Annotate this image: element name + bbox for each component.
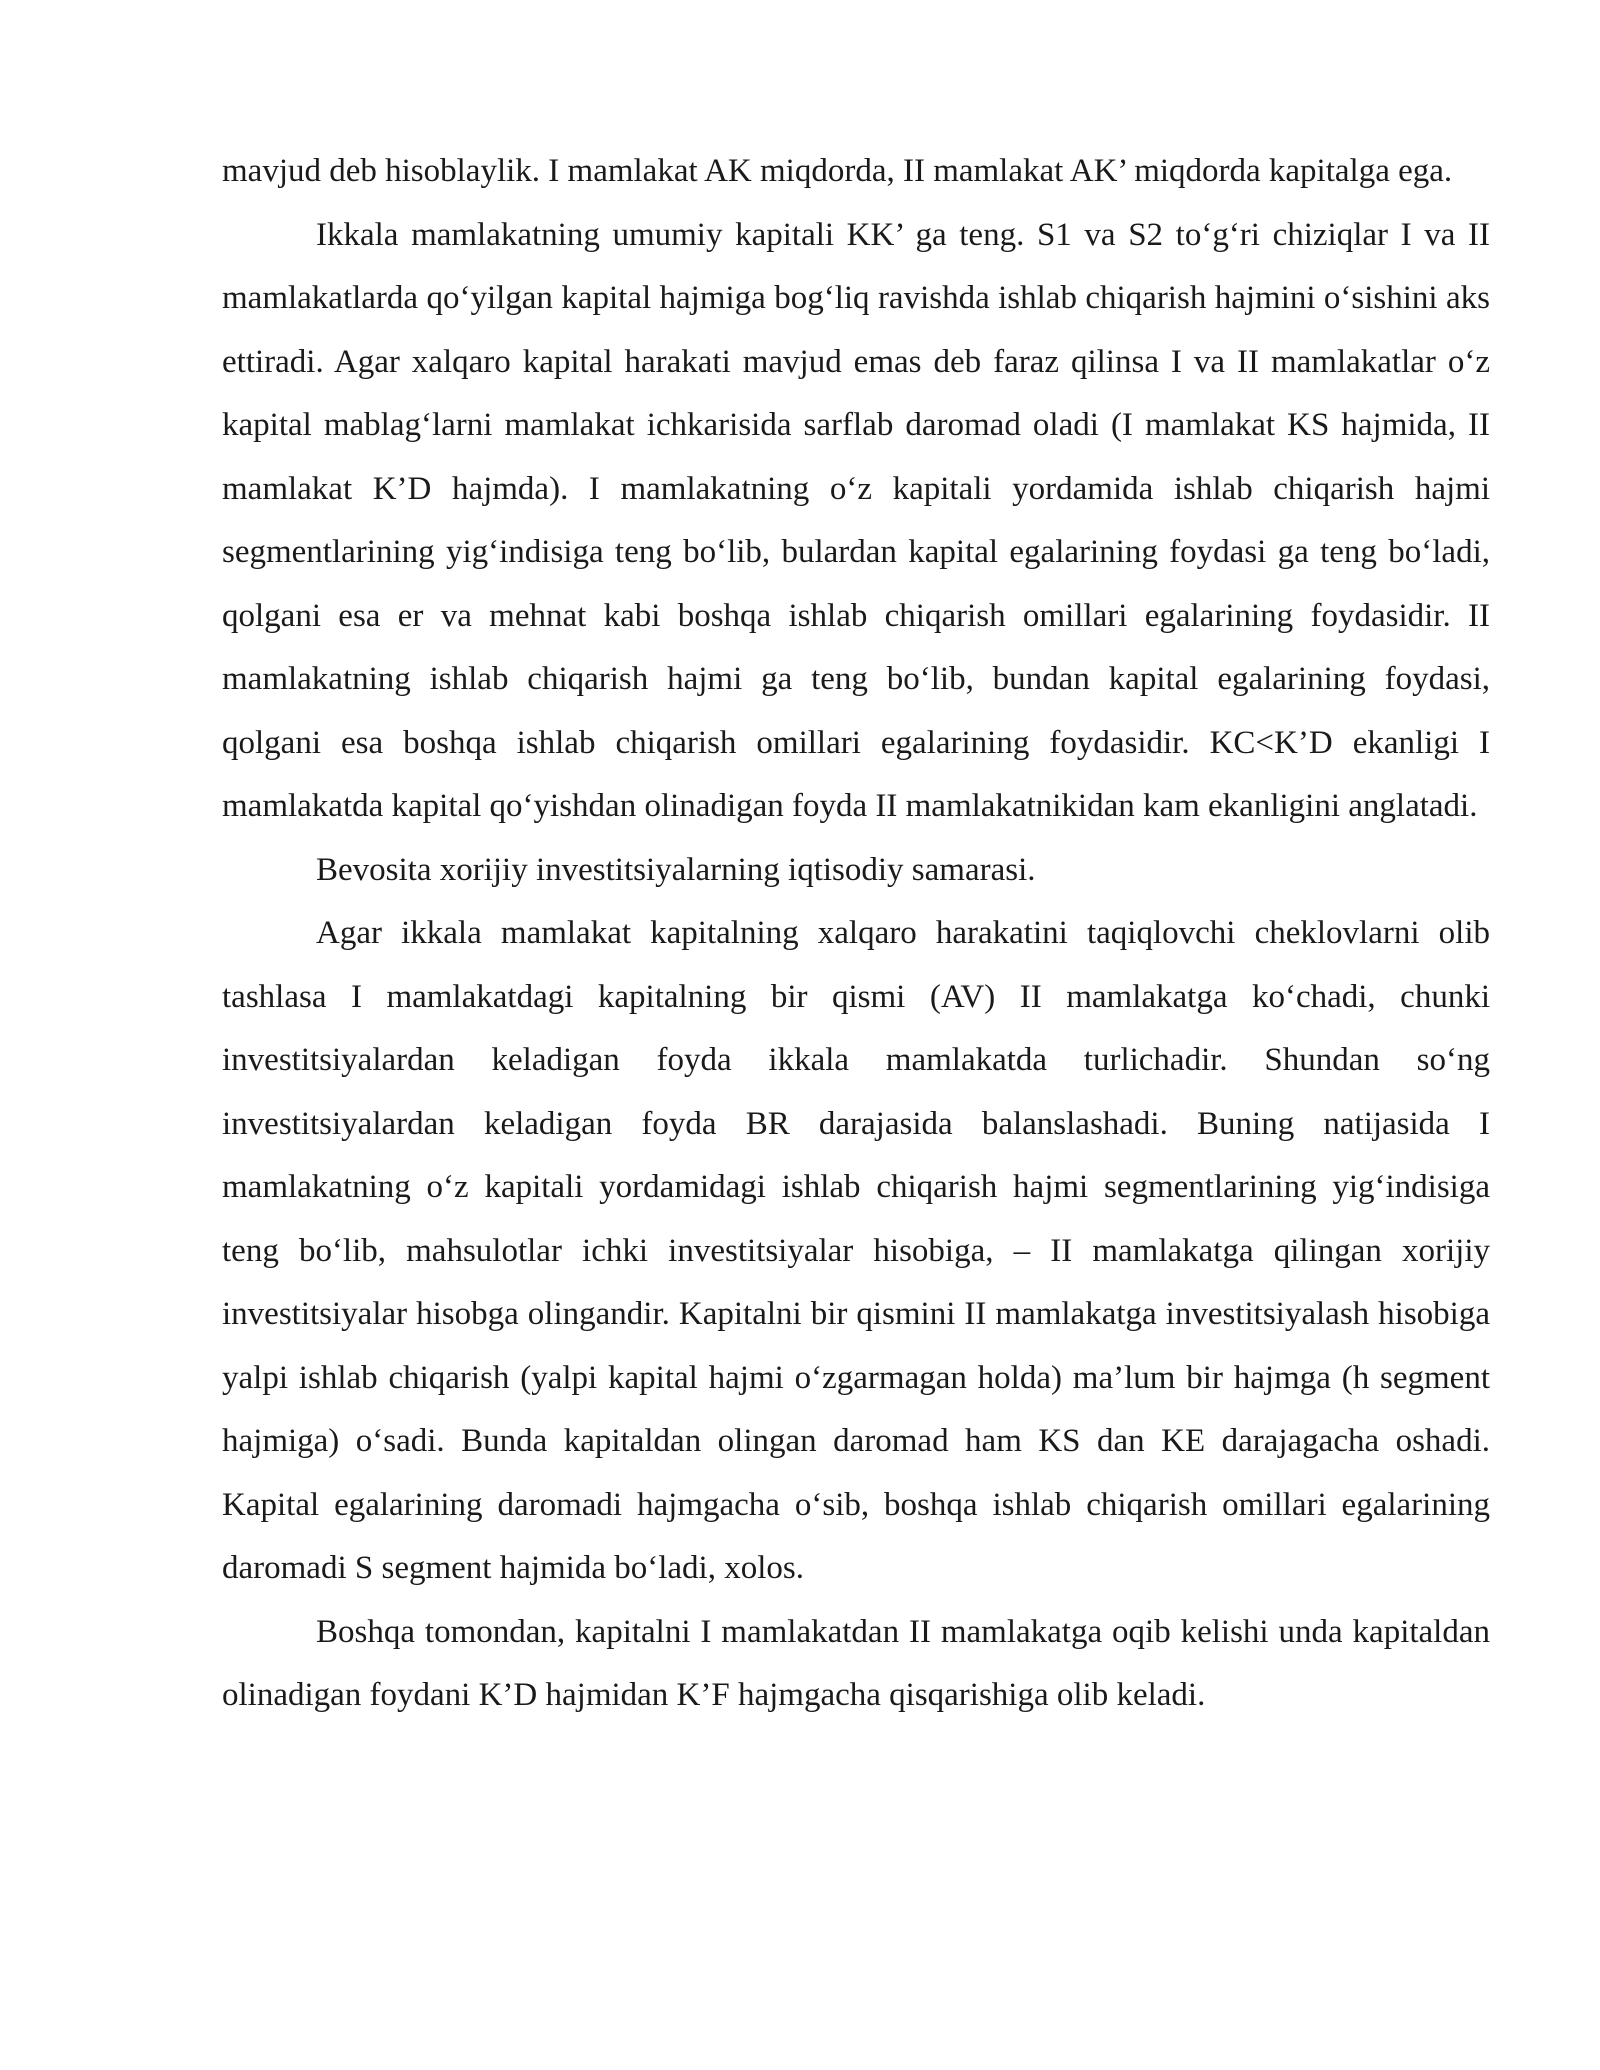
- paragraph-capital-movement: Agar ikkala mamlakat kapitalning xalqaro harakatini taqiqlovchi cheklovlarni olib tashlasa I mamlakatdagi kapitalning bir qismi (AV) II mamlakatga ko‘chadi, chunki investitsiyalardan keladigan foyda ikkala mamlakatda turlichadir. Shundan so‘ng investitsiyalardan keladigan foyda BR darajasida balanslashadi. Buning natijasida I mamlakatning o‘z kapitali yordamidagi ishlab chiqarish hajmi segmentlarining yig‘indisiga teng bo‘lib, mahsulotlar ichki investitsiyalar hisobiga, – II mamlakatga qilingan xorijiy investitsiyalar hisobga olingandir. Kapitalni bir qismini II mamlakatga investitsiyalash hisobiga yalpi ishlab chiqarish (yalpi kapital hajmi o‘zgarmagan holda) ma’lum bir hajmga (h segment hajmiga) o‘sadi. Bunda kapitaldan olingan daromad ham KS dan KE darajagacha oshadi. Kapital egalarining daromadi hajmgacha o‘sib, boshqa ishlab chiqarish omillari egalarining daromadi S segment hajmida bo‘ladi, xolos.: [222, 915, 1490, 1586]
- section-heading-fdi-effect: Bevosita xorijiy investitsiyalarning iqtisodiy samarasi.: [316, 851, 1036, 888]
- paragraph-total-capital: Ikkala mamlakatning umumiy kapitali KK’ ga teng. S1 va S2 to‘g‘ri chiziqlar I va II mamlakatlarda qo‘yilgan kapital hajmiga bog‘liq ravishda ishlab chiqarish hajmini o‘sishini aks ettiradi. Agar xalqaro kapital harakati mavjud emas deb faraz qilinsa I va II mamlakatlar o‘z kapital mablag‘larni mamlakat ichkarisida sarflab daromad oladi (I mamlakat KS hajmida, II mamlakat K’D hajmda). I mamlakatning o‘z kapitali yordamida ishlab chiqarish hajmi segmentlarining yig‘indisiga teng bo‘lib, bulardan kapital egalarining foydasi ga teng bo‘ladi, qolgani esa er va mehnat kabi boshqa ishlab chiqarish omillari egalarining foydasidir. II mamlakatning ishlab chiqarish hajmi ga teng bo‘lib, bundan kapital egalarining foydasi, qolgani esa boshqa ishlab chiqarish omillari egalarining foydasidir. KC<K’D ekanligi I mamlakatda kapital qo‘yishdan olinadigan foyda II mamlakatnikidan kam ekanligini anglatadi.: [222, 216, 1490, 824]
- paragraph-capital-endowment: mavjud deb hisoblaylik. I mamlakat AK miqdorda, II mamlakat AK’ miqdorda kapitalga ega.: [222, 153, 1453, 189]
- document-page: [222, 140, 1490, 1728]
- paragraph-capital-inflow: Boshqa tomondan, kapitalni I mamlakatdan II mamlakatga oqib kelishi unda kapitaldan olinadigan foydani K’D hajmidan K’F hajmgacha qisqarishiga olib keladi.: [222, 1613, 1490, 1713]
